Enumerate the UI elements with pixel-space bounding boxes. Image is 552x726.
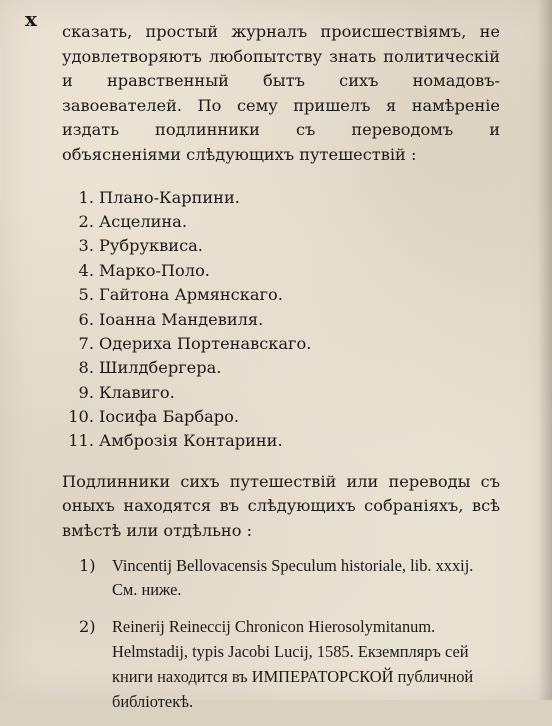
reference-list	[62, 554, 500, 715]
reference-text: Vincentij Bellovacensis Speculum historiale, lib. xxxij. См. ниже.	[112, 555, 474, 600]
list-item-number: 2.	[78, 211, 94, 231]
list-item	[62, 356, 500, 380]
list-item	[62, 405, 500, 429]
list-item	[62, 332, 500, 356]
reference-item	[62, 554, 500, 604]
list-item-number: 3.	[78, 236, 94, 256]
list-item-number: 11.	[68, 431, 94, 451]
list-item-text: Амброзія Контарини.	[99, 431, 283, 451]
page-edge-shadow	[538, 0, 552, 700]
list-item	[62, 210, 500, 234]
list-item	[62, 308, 500, 332]
list-item-text: Іоанна Мандевиля.	[99, 309, 264, 329]
list-item-text: Шилдбергера.	[99, 358, 222, 378]
second-paragraph: Подлинники сихъ путешествій или переводы съ оныхъ находятся въ слѣдующихъ собраніяхъ, всѣ вмѣстѣ или отдѣльно :	[62, 471, 500, 541]
list-item-text: Гайтона Армянскаго.	[99, 285, 283, 305]
list-item-text: Іосифа Барбаро.	[99, 407, 240, 427]
reference-text: Reinerij Reineccij Chronicon Hierosolymitanum. Helmstadij, typis Jacobi Lucij, 1585. Екземпляръ сей книги находится въ ИМПЕРАТОРСКОЙ публичной библіотекѣ.	[112, 617, 474, 711]
list-item-number: 6.	[78, 309, 94, 329]
list-item-text: Одериха Портенавскаго.	[99, 333, 312, 353]
list-item-number: 8.	[78, 358, 94, 378]
travel-list	[62, 186, 500, 454]
reference-number: 2)	[79, 617, 96, 637]
list-item-text: Клавиго.	[99, 382, 175, 402]
page-number: x	[25, 7, 38, 31]
list-item	[62, 259, 500, 283]
reference-number: 1)	[79, 555, 96, 575]
list-item-text: Марко-Поло.	[99, 260, 210, 280]
list-item	[62, 283, 500, 307]
list-item-number: 10.	[68, 407, 94, 427]
list-item-number: 1.	[78, 187, 94, 207]
first-paragraph: сказать, простый журналъ происшествіямъ, не удовлетворяютъ любопытству знать политическій и нравственный бытъ сихъ номадовъ-завоевателей. По сему пришелъ я намѣреніе издать подлинники съ переводомъ и объясненіями слѣдующихъ путешествій :	[62, 22, 500, 164]
list-item-number: 5.	[78, 285, 94, 305]
list-item-text: Плано-Карпини.	[99, 187, 240, 207]
list-item	[62, 234, 500, 258]
list-item	[62, 429, 500, 453]
page-body	[62, 20, 500, 726]
list-item	[62, 381, 500, 405]
list-item-number: 9.	[78, 382, 94, 402]
list-item	[62, 186, 500, 210]
list-item-text: Рубруквиса.	[99, 236, 203, 256]
list-item-number: 4.	[78, 260, 94, 280]
list-item-number: 7.	[78, 333, 94, 353]
list-item-text: Асцелина.	[99, 211, 187, 231]
